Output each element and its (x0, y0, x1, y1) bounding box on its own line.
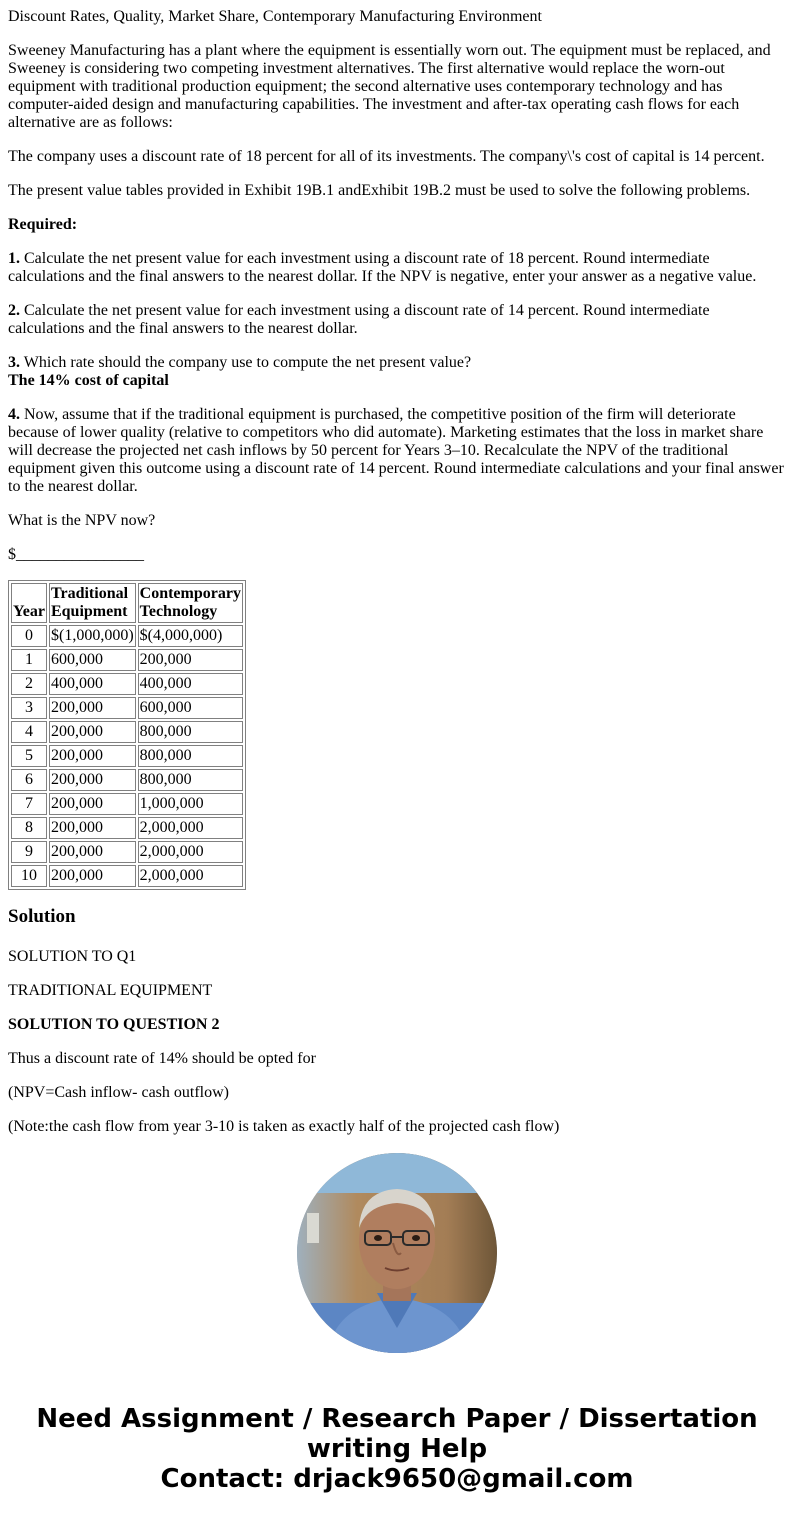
table-row (11, 865, 243, 887)
header-traditional-equipment: Traditional Equipment (49, 583, 136, 623)
traditional-cell: 600,000 (49, 649, 136, 671)
promo-contact: Contact: drjack9650@gmail.com (160, 1464, 634, 1494)
table-row (11, 793, 243, 815)
year-cell: 3 (11, 697, 47, 719)
intro-paragraph: Sweeney Manufacturing has a plant where the equipment is essentially worn out. The equipment must be replaced, and Sweeney is considering two competing investment alternatives. The first alternative would replace the worn-out equipment with traditional production equipment; the second alternative uses contemporary technology and has computer-aided design and manufacturing capabilities. The investment and after-tax operating cash flows for each alternative are as follows: (8, 42, 771, 131)
required-label: Required: (8, 216, 78, 233)
year-cell: 1 (11, 649, 47, 671)
year-cell: 2 (11, 673, 47, 695)
solution-q2: SOLUTION TO QUESTION 2 (8, 1016, 220, 1033)
year-cell: 4 (11, 721, 47, 743)
year-cell: 6 (11, 769, 47, 791)
contemporary-cell: 2,000,000 (138, 841, 243, 863)
table-header-row (11, 583, 243, 623)
cash-flow-table (8, 580, 246, 890)
author-portrait-image (297, 1153, 497, 1353)
question-number: 1. (8, 250, 20, 267)
table-row (11, 769, 243, 791)
year-cell: 5 (11, 745, 47, 767)
contemporary-cell: $(4,000,000) (138, 625, 243, 647)
contemporary-cell: 200,000 (138, 649, 243, 671)
question-3-answer: The 14% cost of capital (8, 372, 169, 389)
document-heading: Discount Rates, Quality, Market Share, Contemporary Manufacturing Environment (8, 8, 542, 25)
promo-line: writing Help (306, 1434, 488, 1464)
table-row (11, 649, 243, 671)
question-text: Calculate the net present value for each investment using a discount rate of 18 percent. Round intermediate calculations and the final answers to the nearest dollar. If the NPV is negative, enter your answer as a negative value. (8, 250, 757, 285)
question-text: Which rate should the company use to compute the net present value? (20, 354, 472, 371)
question-1 (8, 250, 786, 286)
traditional-cell: 200,000 (49, 697, 136, 719)
traditional-cell: 200,000 (49, 745, 136, 767)
table-row (11, 697, 243, 719)
traditional-cell: 400,000 (49, 673, 136, 695)
present-value-tables-paragraph: The present value tables provided in Exhibit 19B.1 andExhibit 19B.2 must be used to solve the following problems. (8, 182, 751, 199)
table-row (11, 673, 243, 695)
contemporary-cell: 2,000,000 (138, 817, 243, 839)
contemporary-cell: 400,000 (138, 673, 243, 695)
traditional-cell: 200,000 (49, 769, 136, 791)
table-row (11, 745, 243, 767)
table-row (11, 625, 243, 647)
year-cell: 8 (11, 817, 47, 839)
header-contemporary-technology: Contemporary Technology (138, 583, 243, 623)
discount-rate-paragraph: The company uses a discount rate of 18 percent for all of its investments. The company\'s cost of capital is 14 percent. (8, 148, 765, 165)
question-text: Now, assume that if the traditional equipment is purchased, the competitive position of the firm will deteriorate because of lower quality (relative to competitors who did automate). Marketing estimates that the loss in market share will decrease the projected net cash inflows by 50 percent for Years 3–10. Recalculate the NPV of the traditional equipment given this outcome using a discount rate of 14 percent. Round intermediate calculations and your final answer to the nearest dollar. (8, 406, 784, 495)
contemporary-cell: 800,000 (138, 769, 243, 791)
contemporary-cell: 800,000 (138, 745, 243, 767)
traditional-cell: 200,000 (49, 817, 136, 839)
question-text: Calculate the net present value for each investment using a discount rate of 14 percent. Round intermediate calculations and the final answers to the nearest dollar. (8, 302, 710, 337)
answer-blank: $________________ (8, 546, 144, 563)
traditional-cell: 200,000 (49, 865, 136, 887)
contemporary-cell: 2,000,000 (138, 865, 243, 887)
solution-conclusion: Thus a discount rate of 14% should be opted for (8, 1050, 316, 1067)
promo-banner (0, 1404, 794, 1494)
contemporary-cell: 600,000 (138, 697, 243, 719)
solution-q1: SOLUTION TO Q1 (8, 948, 137, 965)
traditional-cell: 200,000 (49, 721, 136, 743)
question-number: 4. (8, 406, 20, 423)
author-avatar (297, 1153, 497, 1353)
year-cell: 7 (11, 793, 47, 815)
solution-note: (Note:the cash flow from year 3-10 is taken as exactly half of the projected cash flow) (8, 1118, 560, 1135)
solution-heading: Solution (8, 906, 76, 927)
table-row (11, 817, 243, 839)
npv-question: What is the NPV now? (8, 512, 156, 529)
traditional-cell: $(1,000,000) (49, 625, 136, 647)
header-year: Year (11, 583, 47, 623)
solution-traditional-equipment: TRADITIONAL EQUIPMENT (8, 982, 213, 999)
solution-npv-formula: (NPV=Cash inflow- cash outflow) (8, 1084, 229, 1101)
year-cell: 9 (11, 841, 47, 863)
traditional-cell: 200,000 (49, 841, 136, 863)
contemporary-cell: 800,000 (138, 721, 243, 743)
traditional-cell: 200,000 (49, 793, 136, 815)
question-number: 2. (8, 302, 20, 319)
table-row (11, 841, 243, 863)
question-4 (8, 406, 786, 496)
question-3 (8, 354, 786, 390)
year-cell: 0 (11, 625, 47, 647)
question-2 (8, 302, 786, 338)
question-number: 3. (8, 354, 20, 371)
contemporary-cell: 1,000,000 (138, 793, 243, 815)
table-row (11, 721, 243, 743)
promo-line: Need Assignment / Research Paper / Dissertation (36, 1404, 758, 1434)
year-cell: 10 (11, 865, 47, 887)
